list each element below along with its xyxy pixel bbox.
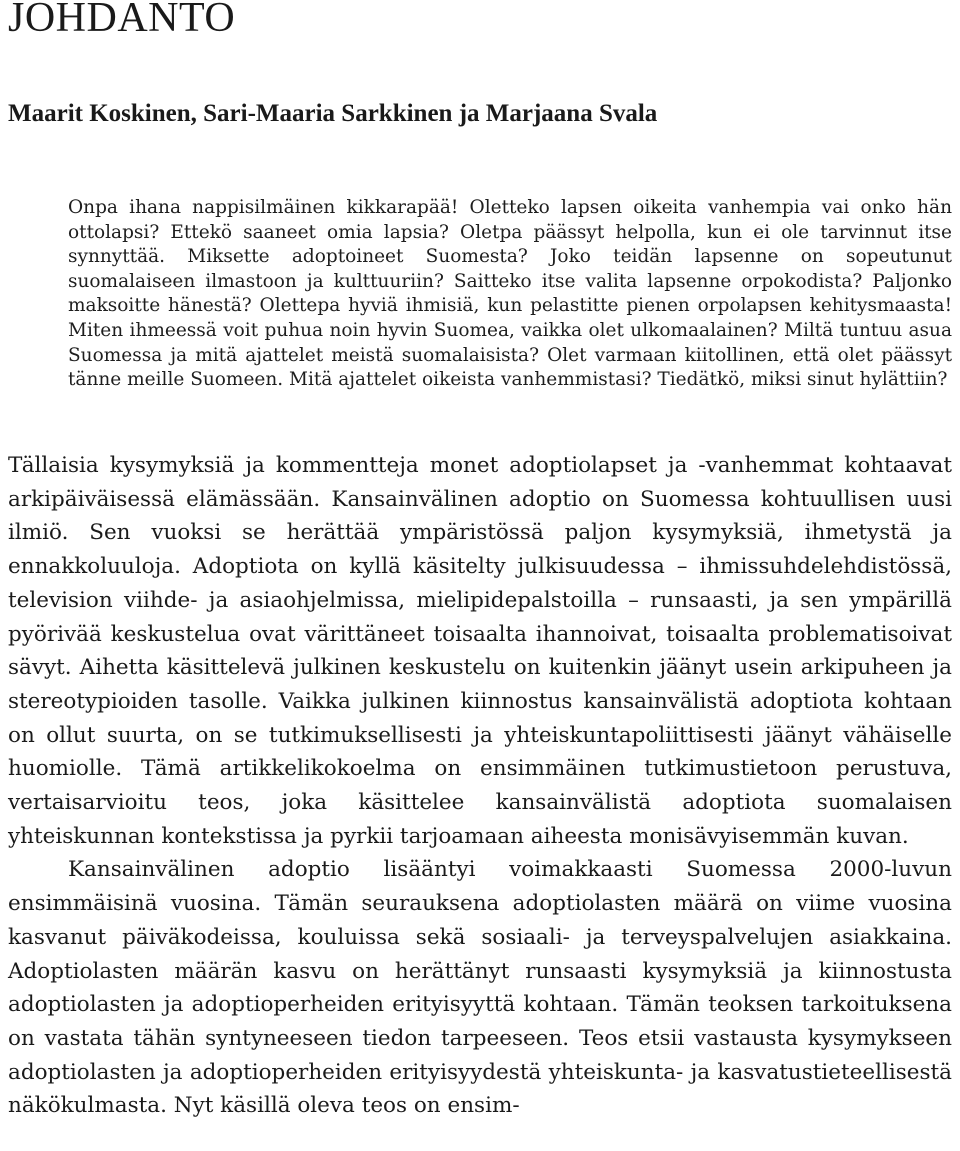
body-paragraph-2: Kansainvälinen adoptio lisääntyi voimakkaasti Suomessa 2000-luvun ensimmäisinä vuosina. Tämän seurauksena adoptiolasten määrä on viime vuosina kasvanut päiväkodeissa, kouluissa sekä sosiaali- ja terveyspalvelujen asiakkaina. Adoptiolasten määrän kasvu on herättänyt runsaasti kysymyksiä ja kiinnostusta adoptiolasten ja adoptioperheiden erityisyyttä kohtaan. Tämän teoksen tarkoituksena on vastata tähän syntyneeseen tiedon tarpeeseen. Teos etsii vastausta kysymykseen adoptiolasten ja adoptioperheiden erityisyydestä yhteiskunta- ja kasvatustieteellisestä näkökulmasta. Nyt käsillä oleva teos on ensim- xyxy=(8,857,952,1119)
chapter-authors: Maarit Koskinen, Sari-Maaria Sarkkinen ja Marjaana Svala xyxy=(8,100,658,127)
epigraph-questions: Onpa ihana nappisilmäinen kikkarapää! Oletteko lapsen oikeita vanhempia vai onko hän ottolapsi? Ettekö saaneet omia lapsia? Oletpa päässyt helpolla, kun ei ole tarvinnut itse synnyttää. Miksette adoptoineet Suomesta? Joko teidän lapsenne on sopeutunut suomalaiseen ilmastoon ja kulttuuriin? Saitteko itse valita lapsenne orpokodista? Paljonko maksoitte hänestä? Olettepa hyviä ihmisiä, kun pelastitte pienen orpolapsen kehitysmaasta! Miten ihmeessä voit puhua noin hyvin Suomea, vaikka olet ulkomaalainen? Miltä tuntuu asua Suomessa ja mitä ajattelet meistä suomalaisista? Olet varmaan kiitollinen, että olet päässyt tänne meille Suomeen. Mitä ajattelet oikeista vanhemmistasi? Tiedätkö, miksi sinut hylättiin? xyxy=(68,197,952,391)
chapter-title: JOHDANTO xyxy=(8,0,236,41)
body-paragraph-1: Tällaisia kysymyksiä ja kommentteja monet adoptiolapset ja -vanhemmat kohtaavat arkipäiväisessä elämässään. Kansainvälinen adoptio on Suomessa kohtuullisen uusi ilmiö. Sen vuoksi se herättää ympäristössä paljon kysymyksiä, ihmetystä ja ennakkoluuloja. Adoptiota on kyllä käsitelty julkisuudessa – ihmissuhdelehdistössä, television viihde- ja asiaohjelmissa, mielipidepalstoilla – runsaasti, ja sen ympärillä pyörivää keskustelua ovat värittäneet toisaalta ihannoivat, toisaalta problematisoivat sävyt. Aihetta käsittelevä julkinen keskustelu on kuitenkin jäänyt usein arkipuheen ja stereotypioiden tasolle. Vaikka julkinen kiinnostus kansainvälistä adoptiota kohtaan on ollut suurta, on se tutkimuksellisesti ja yhteiskuntapoliittisesti jäänyt vähäiselle huomiolle. Tämä artikkelikokoelma on ensimmäinen tutkimustietoon perustuva, vertaisarvioitu teos, joka käsittelee kansainvälistä adoptiota suomalaisen yhteiskunnan kontekstissa ja pyrkii tarjoamaan aiheesta monisävyisemmän kuvan. xyxy=(8,453,952,849)
body-text xyxy=(8,449,952,1123)
